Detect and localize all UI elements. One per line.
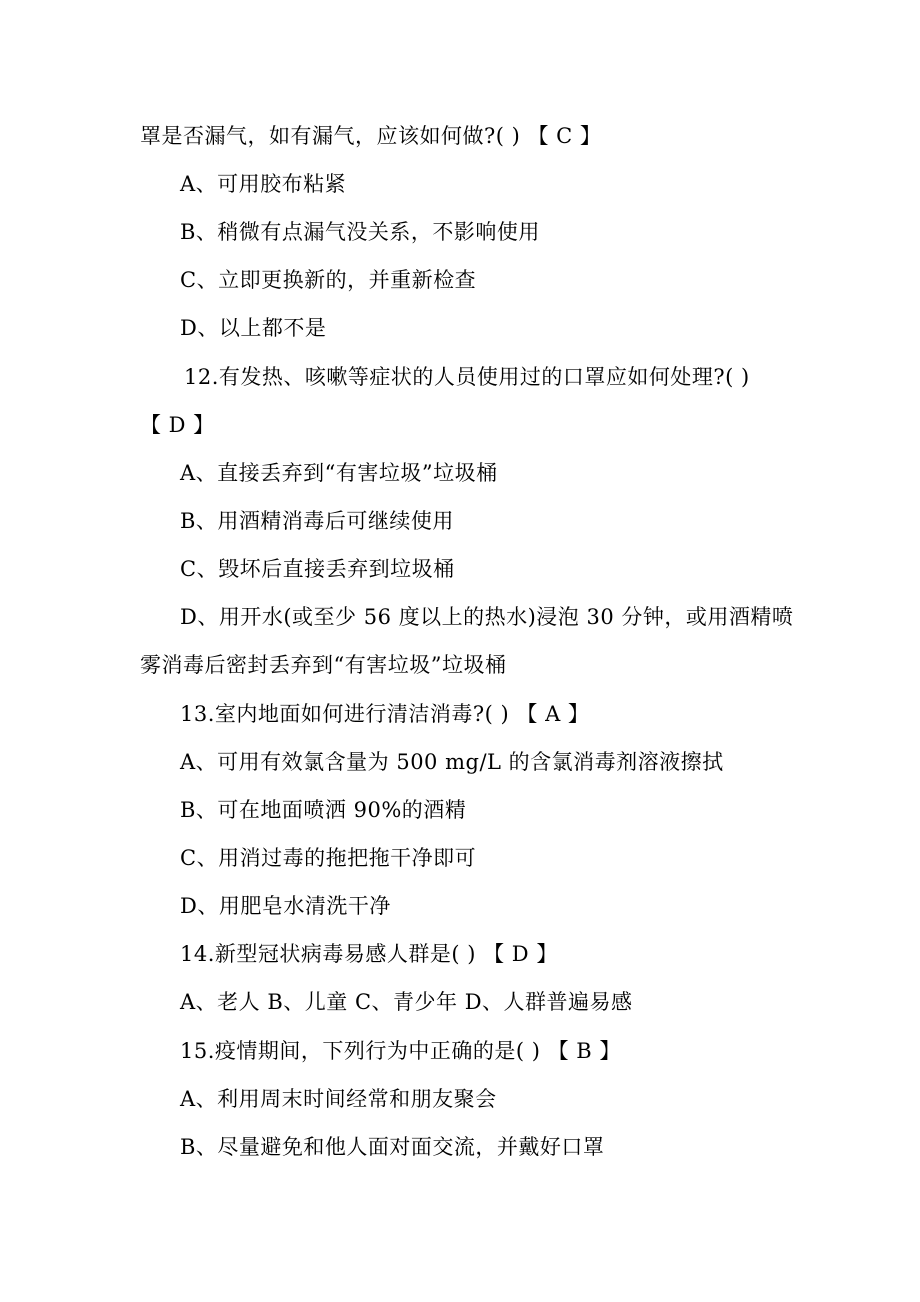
q13-option-b: B、可在地面喷洒 90%的酒精 (180, 798, 467, 822)
question-13: 13.室内地面如何进行清洁消毒?( ) 【 A 】 (180, 702, 590, 726)
q11-option-b: B、稍微有点漏气没关系，不影响使用 (180, 220, 540, 244)
q11-option-c: C、立即更换新的，并重新检查 (180, 268, 477, 292)
question-11-continuation: 罩是否漏气，如有漏气，应该如何做?( ) 【 C 】 (140, 124, 602, 148)
question-12-answer: 【 D 】 (140, 413, 215, 437)
q15-option-b: B、尽量避免和他人面对面交流，并戴好口罩 (180, 1135, 605, 1159)
q11-option-d: D、以上都不是 (180, 316, 327, 340)
question-14: 14.新型冠状病毒易感人群是( ) 【 D 】 (180, 942, 558, 966)
q12-option-c: C、毁坏后直接丢弃到垃圾桶 (180, 557, 455, 581)
q11-option-a: A、可用胶布粘紧 (180, 172, 347, 196)
question-15: 15.疫情期间，下列行为中正确的是( ) 【 B 】 (180, 1039, 621, 1063)
q12-option-d-continuation: 雾消毒后密封丢弃到“有害垃圾”垃圾桶 (140, 653, 507, 677)
q12-option-b: B、用酒精消毒后可继续使用 (180, 509, 454, 533)
q12-option-d: D、用开水(或至少 56 度以上的热水)浸泡 30 分钟，或用酒精喷 (180, 605, 794, 629)
q13-option-c: C、用消过毒的拖把拖干净即可 (180, 846, 477, 870)
q13-option-d: D、用肥皂水清洗干净 (180, 894, 391, 918)
q15-option-a: A、利用周末时间经常和朋友聚会 (180, 1087, 497, 1111)
q12-option-a: A、直接丢弃到“有害垃圾”垃圾桶 (180, 461, 498, 485)
q14-options: A、老人 B、儿童 C、青少年 D、人群普遍易感 (180, 990, 633, 1014)
q13-option-a: A、可用有效氯含量为 500 mg/L 的含氯消毒剂溶液擦拭 (180, 750, 724, 774)
question-12: 12.有发热、咳嗽等症状的人员使用过的口罩应如何处理?( ) (184, 365, 750, 389)
